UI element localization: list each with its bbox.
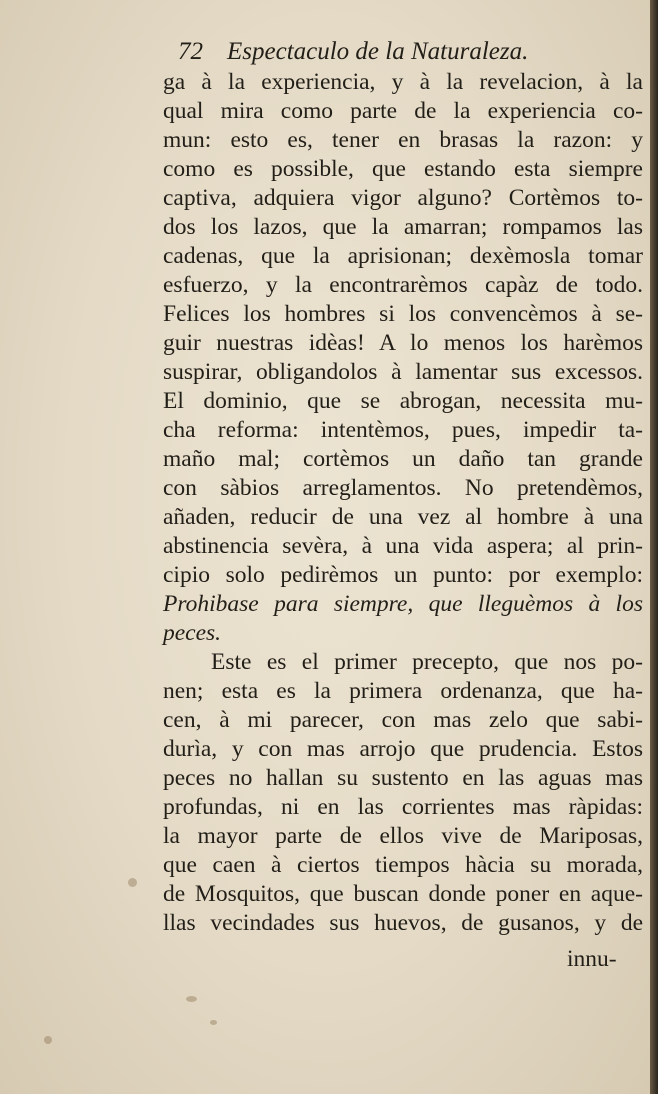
page-number: 72 bbox=[178, 38, 203, 65]
text-line: dos los lazos, que la amarran; rompamos las bbox=[163, 214, 643, 240]
text-line: El dominio, que se abrogan, necessita mu- bbox=[163, 388, 643, 414]
page-header bbox=[178, 38, 528, 66]
text-line: con sàbios arreglamentos. No pretendèmos, bbox=[163, 475, 643, 501]
paper-stain bbox=[128, 878, 137, 887]
text-line: esfuerzo, y la encontrarèmos capàz de todo. bbox=[163, 272, 643, 298]
italic-text-line: peces. bbox=[163, 620, 222, 646]
text-line: suspirar, obligandolos à lamentar sus excessos. bbox=[163, 359, 643, 385]
text-line: qual mira como parte de la experiencia co- bbox=[163, 98, 643, 124]
text-line: ga à la experiencia, y à la revelacion, à la bbox=[163, 69, 643, 95]
text-line: maño mal; cortèmos un daño tan grande bbox=[163, 446, 643, 472]
text-line: durìa, y con mas arrojo que prudencia. Estos bbox=[163, 736, 643, 762]
italic-text-line: Prohibase para siempre, que lleguèmos à los bbox=[163, 591, 643, 617]
text-line: cipio solo pedirèmos un punto: por exemplo: bbox=[163, 562, 643, 588]
text-line: abstinencia sevèra, à una vida aspera; al prin- bbox=[163, 533, 643, 559]
text-line: guir nuestras idèas! A lo menos los harèmos bbox=[163, 330, 643, 356]
text-line: captiva, adquiera vigor alguno? Cortèmos to- bbox=[163, 185, 643, 211]
text-line: de Mosquitos, que buscan donde poner en aque- bbox=[163, 881, 643, 907]
text-line: nen; esta es la primera ordenanza, que ha- bbox=[163, 678, 643, 704]
text-line: que caen à ciertos tiempos hàcia su morada, bbox=[163, 852, 643, 878]
text-line: mun: esto es, tener en brasas la razon: y bbox=[163, 127, 643, 153]
text-line: llas vecindades sus huevos, de gusanos, y de bbox=[163, 910, 643, 936]
paragraph-first-line: Este es el primer precepto, que nos po- bbox=[211, 649, 643, 675]
running-title: Espectaculo de la Naturaleza. bbox=[227, 38, 529, 65]
text-line: profundas, ni en las corrientes mas ràpidas: bbox=[163, 794, 643, 820]
text-line: cadenas, que la aprisionan; dexèmosla tomar bbox=[163, 243, 643, 269]
paper-stain bbox=[210, 1020, 217, 1025]
text-line: peces no hallan su sustento en las aguas mas bbox=[163, 765, 643, 791]
text-line: Felices los hombres si los convencèmos à se- bbox=[163, 301, 643, 327]
book-edge bbox=[650, 0, 658, 1094]
text-line: la mayor parte de ellos vive de Mariposas, bbox=[163, 823, 643, 849]
text-line: añaden, reducir de una vez al hombre à una bbox=[163, 504, 643, 530]
text-line: como es possible, que estando esta siempre bbox=[163, 156, 643, 182]
paper-stain bbox=[186, 996, 197, 1002]
paper-stain bbox=[44, 1036, 52, 1044]
text-line: cha reforma: intentèmos, pues, impedir ta- bbox=[163, 417, 643, 443]
catchword: innu- bbox=[567, 946, 617, 972]
text-line: cen, à mi parecer, con mas zelo que sabi- bbox=[163, 707, 643, 733]
